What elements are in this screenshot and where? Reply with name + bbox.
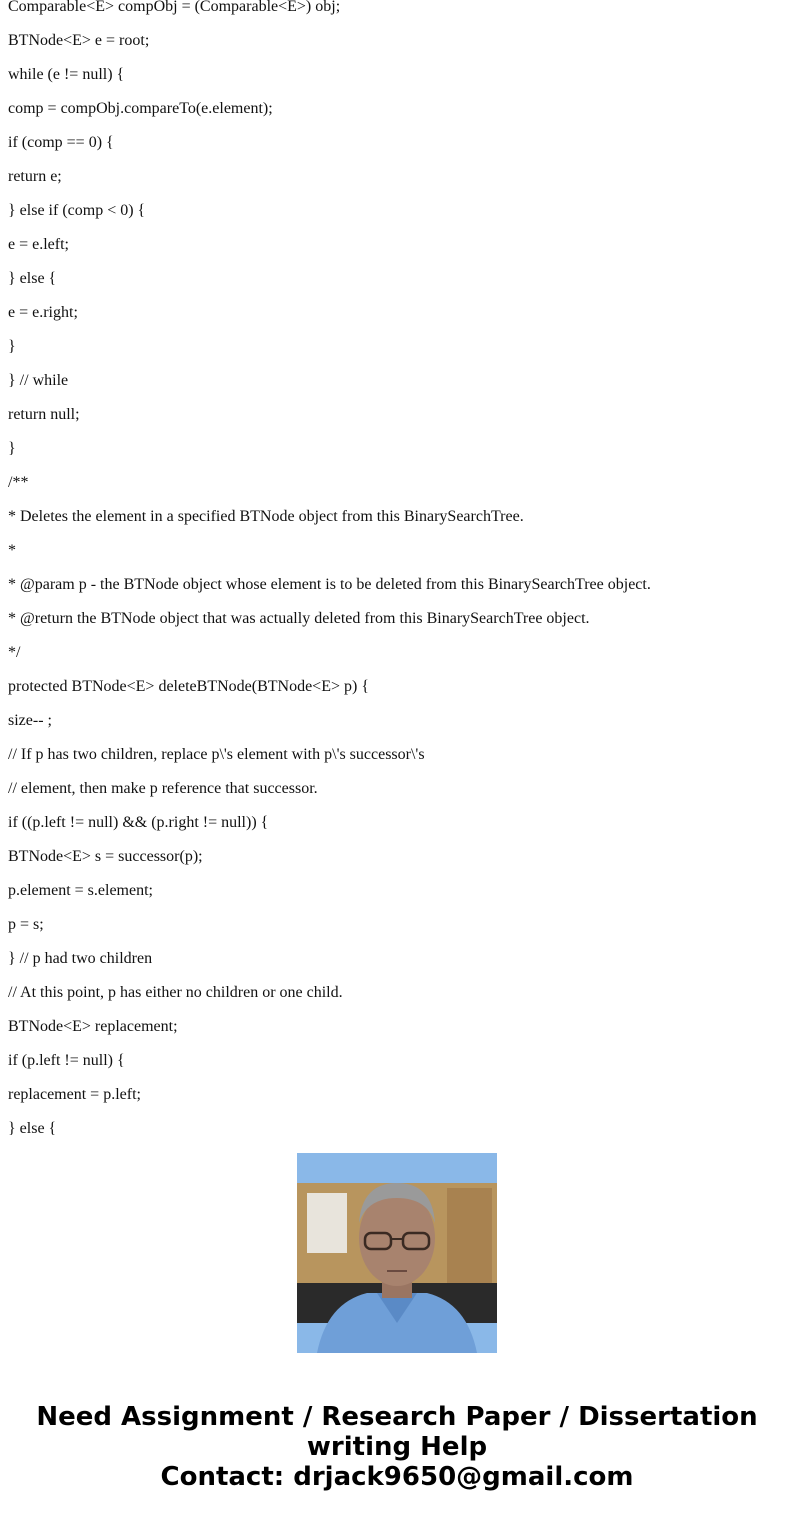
code-line: return e; [8,168,62,185]
code-line: comp = compObj.compareTo(e.element); [8,100,273,117]
code-line: return null; [8,406,80,423]
code-line: Comparable<E> compObj = (Comparable<E>) obj; [8,0,341,15]
code-line: e = e.right; [8,304,78,321]
code-line: size-- ; [8,712,52,729]
code-line: } else { [8,270,57,287]
avatar-photo-icon [297,1153,497,1353]
promo-contact: Contact: drjack9650@gmail.com [160,1462,634,1492]
code-line: } // p had two children [8,950,153,967]
code-line: BTNode<E> e = root; [8,32,150,49]
code-line: } else { [8,1120,57,1137]
promo-banner [0,1402,794,1492]
code-line: } else if (comp < 0) { [8,202,146,219]
code-line: replacement = p.left; [8,1086,141,1103]
code-line: p = s; [8,916,44,933]
code-line: * @return the BTNode object that was actually deleted from this BinarySearchTree object. [8,610,590,627]
code-line: // element, then make p reference that successor. [8,780,318,797]
code-line: } [8,338,16,355]
code-line: while (e != null) { [8,66,125,83]
code-line: } [8,440,16,457]
code-line: /** [8,474,29,491]
code-line: // If p has two children, replace p\'s element with p\'s successor\'s [8,746,425,763]
code-line: if (comp == 0) { [8,134,114,151]
code-line: // At this point, p has either no children or one child. [8,984,343,1001]
code-line: */ [8,644,21,661]
code-line: e = e.left; [8,236,69,253]
code-line: * @param p - the BTNode object whose element is to be deleted from this BinarySearchTree object. [8,576,651,593]
code-line: * Deletes the element in a specified BTNode object from this BinarySearchTree. [8,508,524,525]
code-line: * [8,542,16,559]
author-avatar [297,1153,497,1353]
code-line: if ((p.left != null) && (p.right != null)) { [8,814,269,831]
code-line: BTNode<E> replacement; [8,1018,178,1035]
code-line: p.element = s.element; [8,882,153,899]
code-line: BTNode<E> s = successor(p); [8,848,203,865]
code-line: if (p.left != null) { [8,1052,125,1069]
promo-line-1: Need Assignment / Research Paper / Dissertation [36,1402,758,1432]
promo-line-2: writing Help [306,1432,488,1462]
code-line: protected BTNode<E> deleteBTNode(BTNode<E> p) { [8,678,369,695]
code-line: } // while [8,372,69,389]
